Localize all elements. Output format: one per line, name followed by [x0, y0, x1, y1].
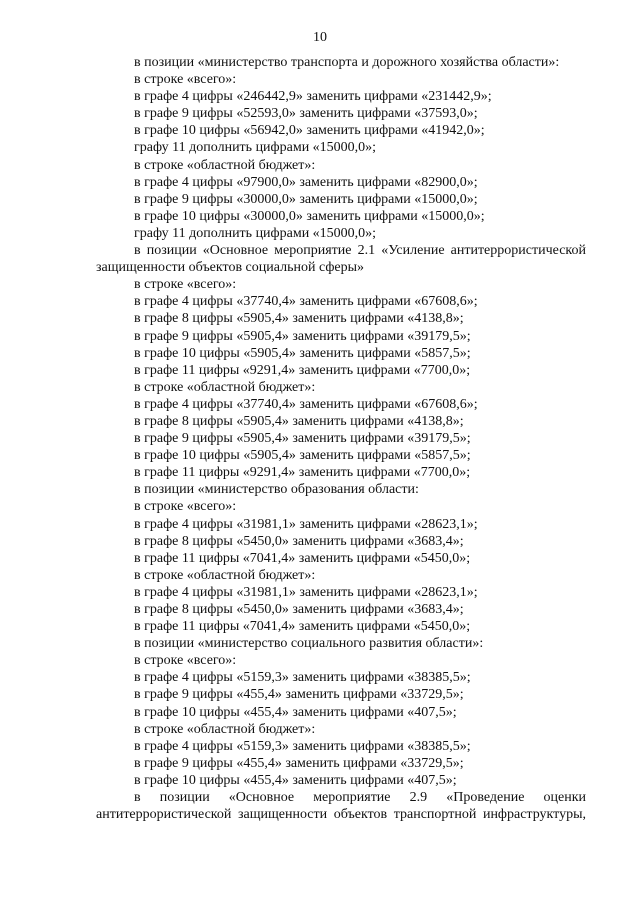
text-line: в графе 8 цифры «5450,0» заменить цифрами «3683,4»;: [134, 533, 464, 549]
text-line: в строке «областной бюджет»:: [134, 721, 316, 737]
text-line: в графе 4 цифры «31981,1» заменить цифрами «28623,1»;: [134, 516, 478, 532]
text-line: в строке «всего»:: [134, 499, 237, 515]
text-line: в позиции «министерство образования области:: [134, 482, 419, 498]
text-line: графу 11 дополнить цифрами «15000,0»;: [134, 225, 377, 241]
text-line: в позиции «министерство транспорта и дорожного хозяйства области»:: [134, 55, 560, 70]
text-line: в графе 9 цифры «5905,4» заменить цифрами «39179,5»;: [134, 328, 471, 344]
text-line: в позиции «Основное мероприятие 2.9 «Проведение оценки: [134, 790, 586, 806]
text-line: в графе 9 цифры «52593,0» заменить цифрами «37593,0»;: [134, 106, 478, 122]
text-line: в графе 8 цифры «5450,0» заменить цифрами «3683,4»;: [134, 602, 464, 617]
text-line: в графе 4 цифры «5159,3» заменить цифрами «38385,5»;: [134, 670, 471, 686]
text-line: в графе 10 цифры «5905,4» заменить цифрами «5857,5»;: [134, 448, 471, 464]
text-line: в графе 4 цифры «37740,4» заменить цифрами «67608,6»;: [134, 396, 478, 412]
text-line: в графе 4 цифры «31981,1» заменить цифрами «28623,1»;: [134, 584, 478, 600]
text-line: в графе 4 цифры «37740,4» заменить цифрами «67608,6»;: [134, 294, 478, 310]
text-line: в графе 9 цифры «455,4» заменить цифрами «33729,5»;: [134, 687, 464, 703]
text-line: в строке «областной бюджет»:: [134, 567, 316, 583]
text-line: в позиции «Основное мероприятие 2.1 «Усиление антитеррористической: [134, 243, 586, 259]
text-line: в графе 4 цифры «5159,3» заменить цифрами «38385,5»;: [134, 738, 471, 754]
text-line: графу 11 дополнить цифрами «15000,0»;: [134, 140, 377, 156]
page-number: 10: [313, 30, 327, 45]
text-line: в графе 11 цифры «9291,4» заменить цифрами «7700,0»;: [134, 362, 471, 378]
text-line: в позиции «министерство социального развития области»:: [134, 636, 484, 652]
text-line: в строке «областной бюджет»:: [134, 157, 316, 173]
text-line: в графе 8 цифры «5905,4» заменить цифрами «4138,8»;: [134, 311, 464, 327]
text-line: в графе 9 цифры «30000,0» заменить цифрами «15000,0»;: [134, 191, 478, 207]
text-line: в графе 10 цифры «455,4» заменить цифрами «407,5»;: [134, 772, 457, 788]
text-line: в графе 10 цифры «5905,4» заменить цифрами «5857,5»;: [134, 345, 471, 361]
text-line: в графе 11 цифры «7041,4» заменить цифрами «5450,0»;: [134, 619, 471, 635]
text-line: в строке «всего»:: [134, 277, 237, 293]
text-line: в графе 4 цифры «246442,9» заменить цифрами «231442,9»;: [134, 89, 492, 105]
text-line: в графе 10 цифры «56942,0» заменить цифрами «41942,0»;: [134, 123, 485, 139]
text-line: в графе 9 цифры «455,4» заменить цифрами «33729,5»;: [134, 755, 464, 771]
document-body: [96, 54, 586, 823]
text-line: в графе 11 цифры «9291,4» заменить цифрами «7700,0»;: [134, 465, 471, 481]
text-line: в строке «областной бюджет»:: [134, 379, 316, 395]
text-line: в графе 9 цифры «5905,4» заменить цифрами «39179,5»;: [134, 431, 471, 447]
text-line: в графе 4 цифры «97900,0» заменить цифрами «82900,0»;: [134, 174, 478, 190]
text-line: в строке «всего»:: [134, 72, 237, 88]
text-line: защищенности объектов социальной сферы»: [96, 260, 365, 276]
text-line: в графе 8 цифры «5905,4» заменить цифрами «4138,8»;: [134, 413, 464, 429]
text-line: в графе 11 цифры «7041,4» заменить цифрами «5450,0»;: [134, 550, 471, 566]
text-line: антитеррористической защищенности объектов транспортной инфраструктуры,: [96, 807, 586, 823]
text-line: в графе 10 цифры «30000,0» заменить цифрами «15000,0»;: [134, 208, 485, 224]
text-line: в графе 10 цифры «455,4» заменить цифрами «407,5»;: [134, 704, 457, 720]
text-line: в строке «всего»:: [134, 653, 237, 669]
